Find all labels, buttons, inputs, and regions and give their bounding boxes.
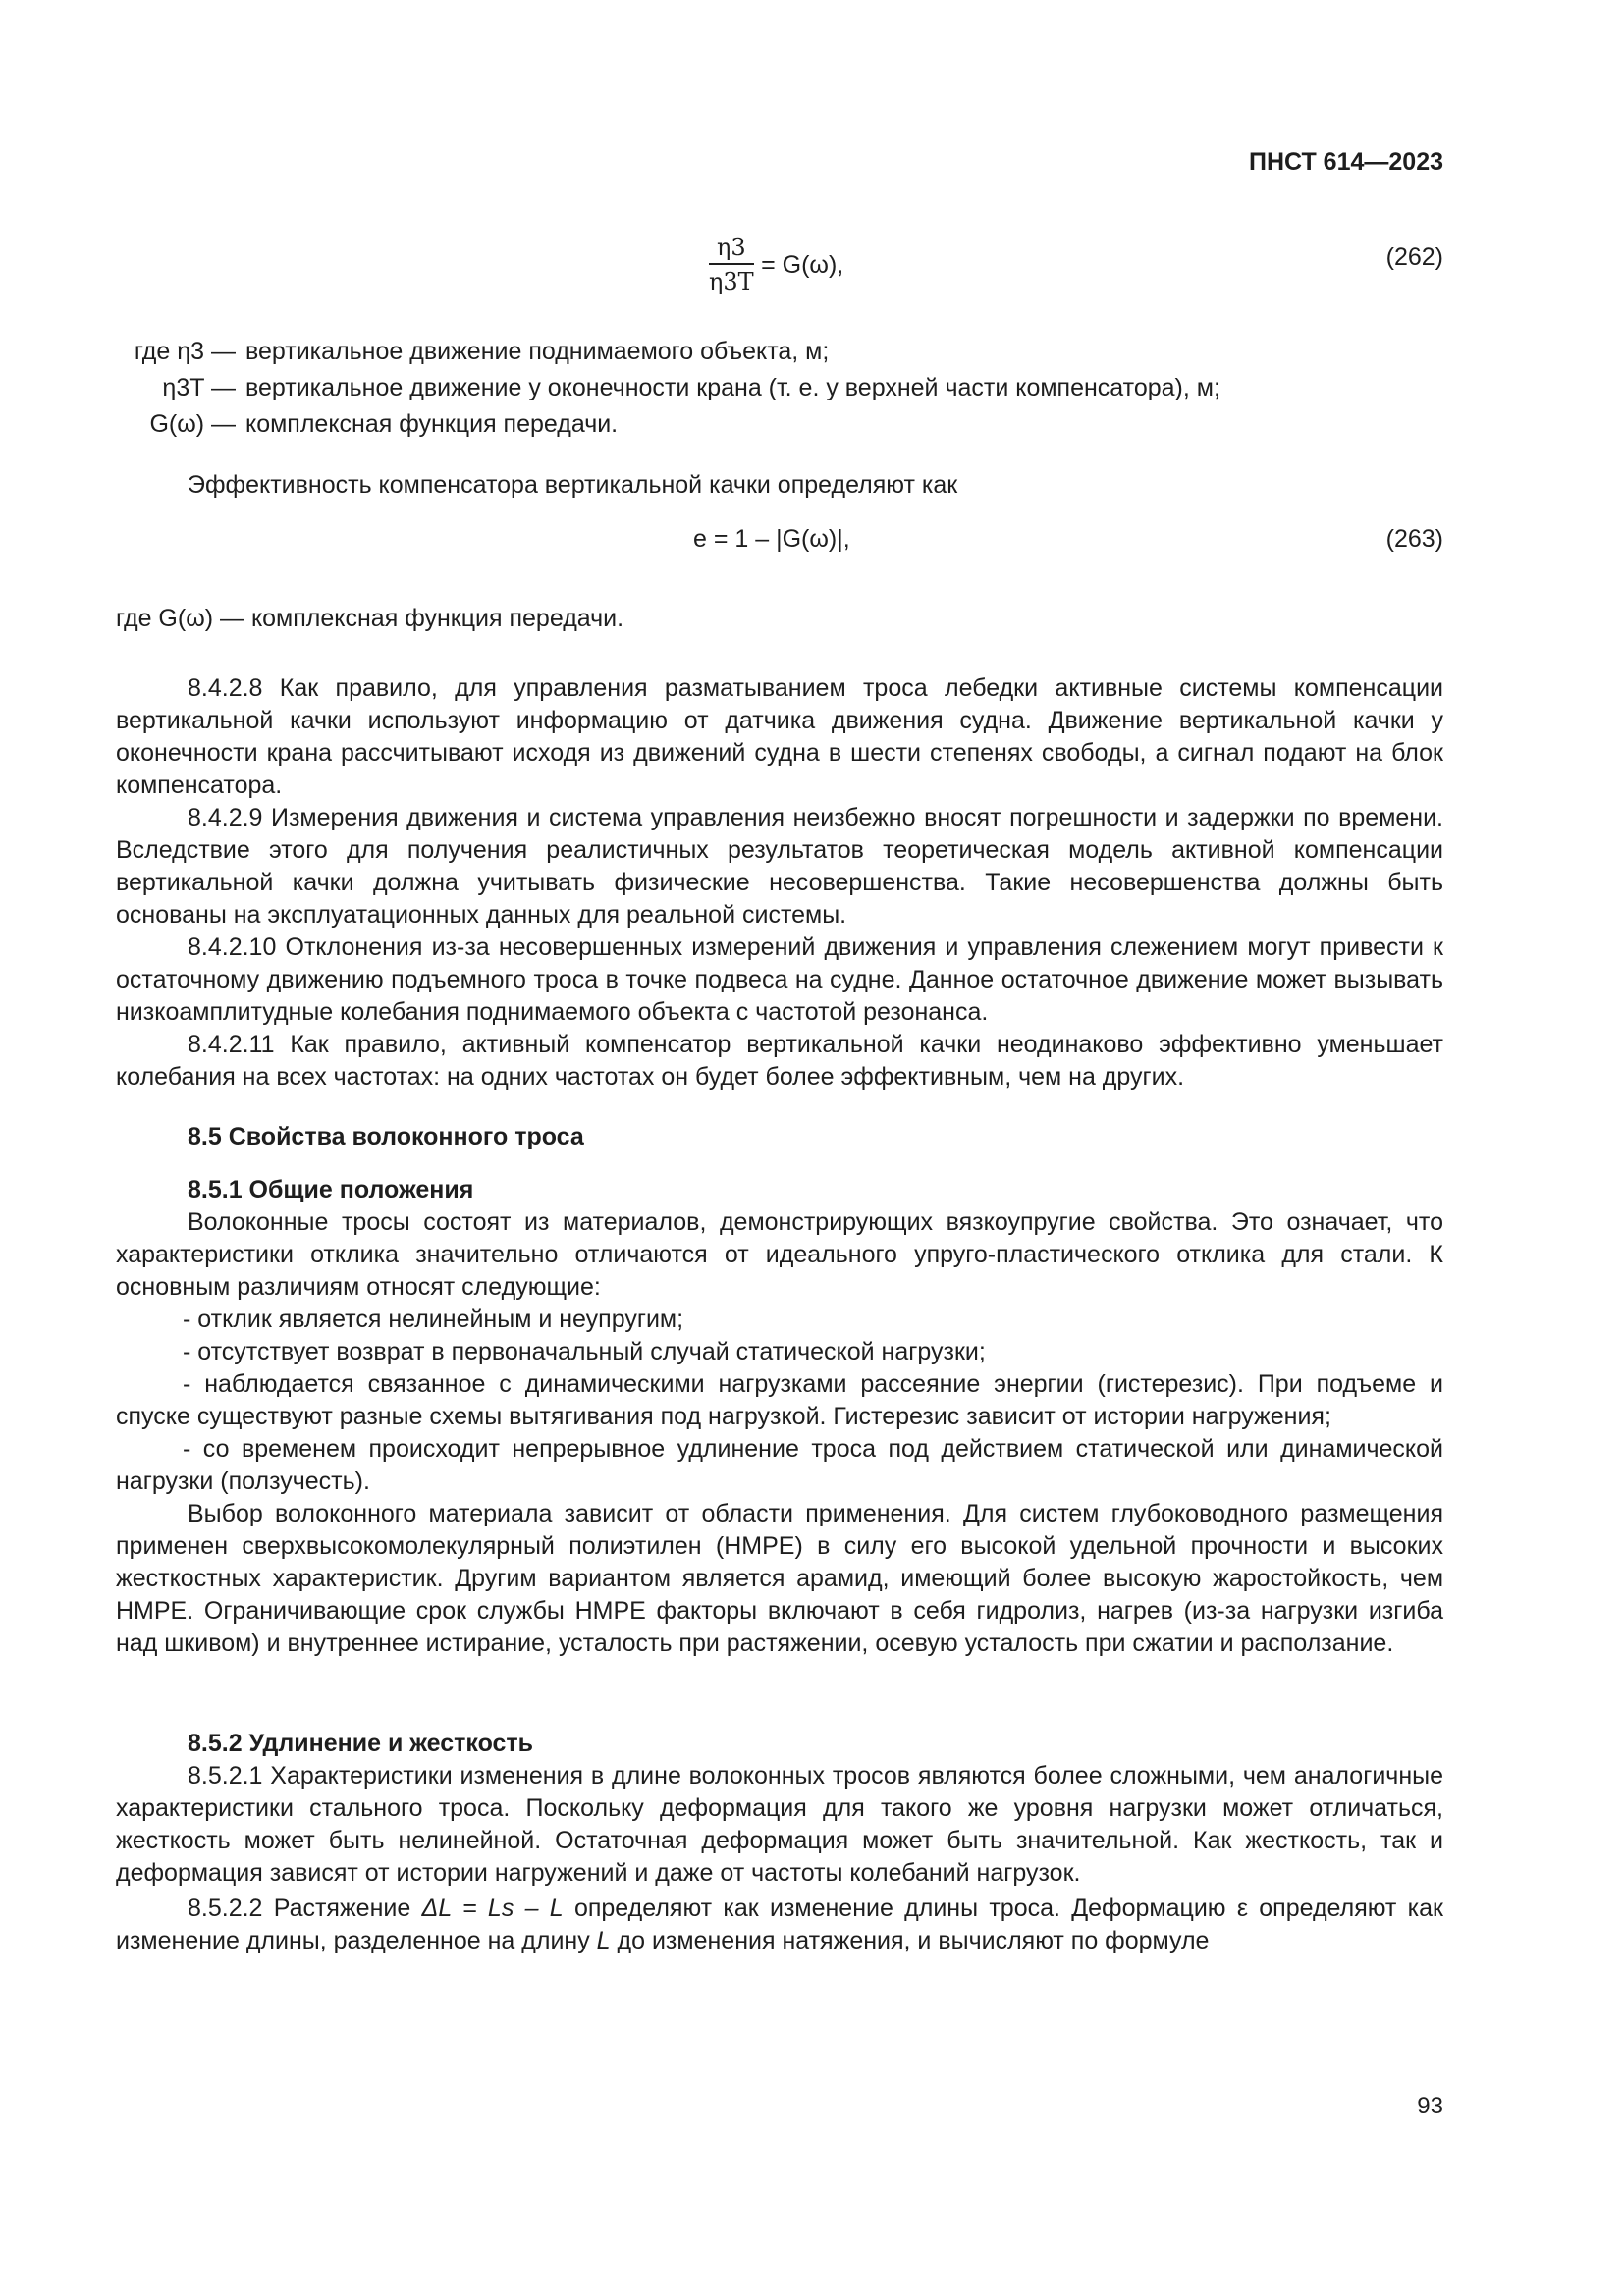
- equation-number-263: (263): [1385, 525, 1443, 553]
- fraction-denominator: η3T: [709, 268, 754, 295]
- fraction-numerator: η3: [709, 234, 754, 265]
- bullet-item: - наблюдается связанное с динамическими нагрузками рассеяние энергии (гистерезис). При подъеме и спуске существуют разные схемы вытягивания под нагрузкой. Гистерезис зависит от истории нагружения;: [116, 1370, 1443, 1430]
- paragraph-8-5-1-materials: Выбор волоконного материала зависит от области применения. Для систем глубоководного размещения применен сверхвысокомолекулярный полиэтилен (HMPE) в силу его высокой удельной прочности и высоких жесткостных характеристик. Другим вариантом является арамид, имеющий более высокую жаростойкость, чем HMPE. Ограничивающие срок службы HMPE факторы включают в себя гидролиз, нагрев (из-за нагрузки изгиба над шкивом) и внутреннее истирание, усталость при растяжении, осевую усталость при сжатии и расползание.: [116, 1500, 1443, 1657]
- equation-262: [709, 234, 843, 296]
- definition-text: вертикальное движение поднимаемого объекта, м;: [245, 338, 830, 365]
- definition-row: [116, 370, 1443, 406]
- bullet-item: - со временем происходит непрерывное удлинение троса под действием статической или динамической нагрузки (ползучесть).: [116, 1435, 1443, 1495]
- heading-8-5-2: 8.5.2 Удлинение и жесткость: [188, 1730, 534, 1757]
- paragraphs-8-4: [116, 672, 1443, 1094]
- definition-263: где G(ω) — комплексная функция передачи.: [116, 605, 624, 632]
- text-run: до изменения натяжения, и вычисляют по формуле: [610, 1927, 1210, 1954]
- equation-rhs: = G(ω),: [761, 250, 844, 279]
- paragraph-8-4-2-8: 8.4.2.8 Как правило, для управления разматыванием троса лебедки активные системы компенсации вертикальной качки используют информацию от датчика движения судна. Движение вертикальной качки у оконечности крана рассчитывают исходя из движений судна в шести степенях свободы, а сигнал подают на блок компенсатора.: [116, 674, 1443, 799]
- section-8-5-1: [116, 1174, 1443, 1660]
- definition-term: η3T —: [162, 374, 236, 401]
- heading-8-5-1: 8.5.1 Общие положения: [188, 1176, 474, 1203]
- definitions-262: [116, 334, 1443, 443]
- paragraph-8-5-2-2: [116, 1893, 1443, 1957]
- document-code: ПНСТ 614—2023: [1249, 148, 1443, 176]
- section-8-5-2: [116, 1728, 1443, 1957]
- inline-variable: L: [596, 1927, 611, 1954]
- definition-text: комплексная функция передачи.: [245, 410, 619, 438]
- bullet-item: - отсутствует возврат в первоначальный случай статической нагрузки;: [183, 1338, 986, 1365]
- paragraph-8-5-2-1: 8.5.2.1 Характеристики изменения в длине волоконных тросов являются более сложными, чем аналогичные характеристики стального троса. Поскольку деформация для такого же уровня нагрузки может отличаться, жесткость может быть нелинейной. Остаточная деформация может быть значительной. Как жесткость, так и деформация зависят от истории нагружений и даже от частоты колебаний нагрузок.: [116, 1762, 1443, 1887]
- text-run: определяют как изменение длины троса. Деформацию ε определяют как изменение длины, разделенное на длину: [116, 1895, 1443, 1954]
- paragraph-8-4-2-9: 8.4.2.9 Измерения движения и система управления неизбежно вносят погрешности и задержки по времени. Вследствие этого для получения реалистичных результатов теоретическая модель активной компенсации вертикальной качки должна учитывать физические несовершенства. Такие несовершенства должны быть основаны на эксплуатационных данных для реальной системы.: [116, 804, 1443, 929]
- definition-term: где η3 —: [134, 338, 236, 365]
- heading-8-5: 8.5 Свойства волоконного троса: [188, 1123, 584, 1150]
- paragraph-8-4-2-10: 8.4.2.10 Отклонения из-за несовершенных измерений движения и управления слежением могут привести к остаточному движению подъемного троса в точке подвеса на судне. Данное остаточное движение может вызывать низкоамплитудные колебания поднимаемого объекта с частотой резонанса.: [116, 934, 1443, 1026]
- intro-263: Эффективность компенсатора вертикальной качки определяют как: [188, 471, 958, 499]
- bullet-item: - отклик является нелинейным и неупругим;: [183, 1306, 684, 1333]
- text-run: 8.5.2.2 Растяжение: [188, 1895, 422, 1922]
- page-number: 93: [1417, 2093, 1443, 2119]
- paragraph-8-4-2-11: 8.4.2.11 Как правило, активный компенсатор вертикальной качки неодинаково эффективно уменьшает колебания на всех частотах: на одних частотах он будет более эффективным, чем на других.: [116, 1031, 1443, 1091]
- inline-formula: ΔL = Ls – L: [421, 1895, 564, 1922]
- definition-term: G(ω) —: [149, 410, 236, 438]
- definition-row: [116, 334, 1443, 370]
- fraction: [709, 234, 754, 296]
- equation-263: e = 1 – |G(ω)|,: [693, 525, 850, 553]
- paragraph-8-5-1-intro: Волоконные тросы состоят из материалов, демонстрирующих вязкоупругие свойства. Это означает, что характеристики отклика значительно отличаются от идеального упруго-пластического отклика для стали. К основным различиям относят следующие:: [116, 1208, 1443, 1301]
- equation-number-262: (262): [1385, 243, 1443, 271]
- definition-row: [116, 406, 1443, 443]
- definition-text: вертикальное движение у оконечности крана (т. е. у верхней части компенсатора), м;: [245, 374, 1220, 401]
